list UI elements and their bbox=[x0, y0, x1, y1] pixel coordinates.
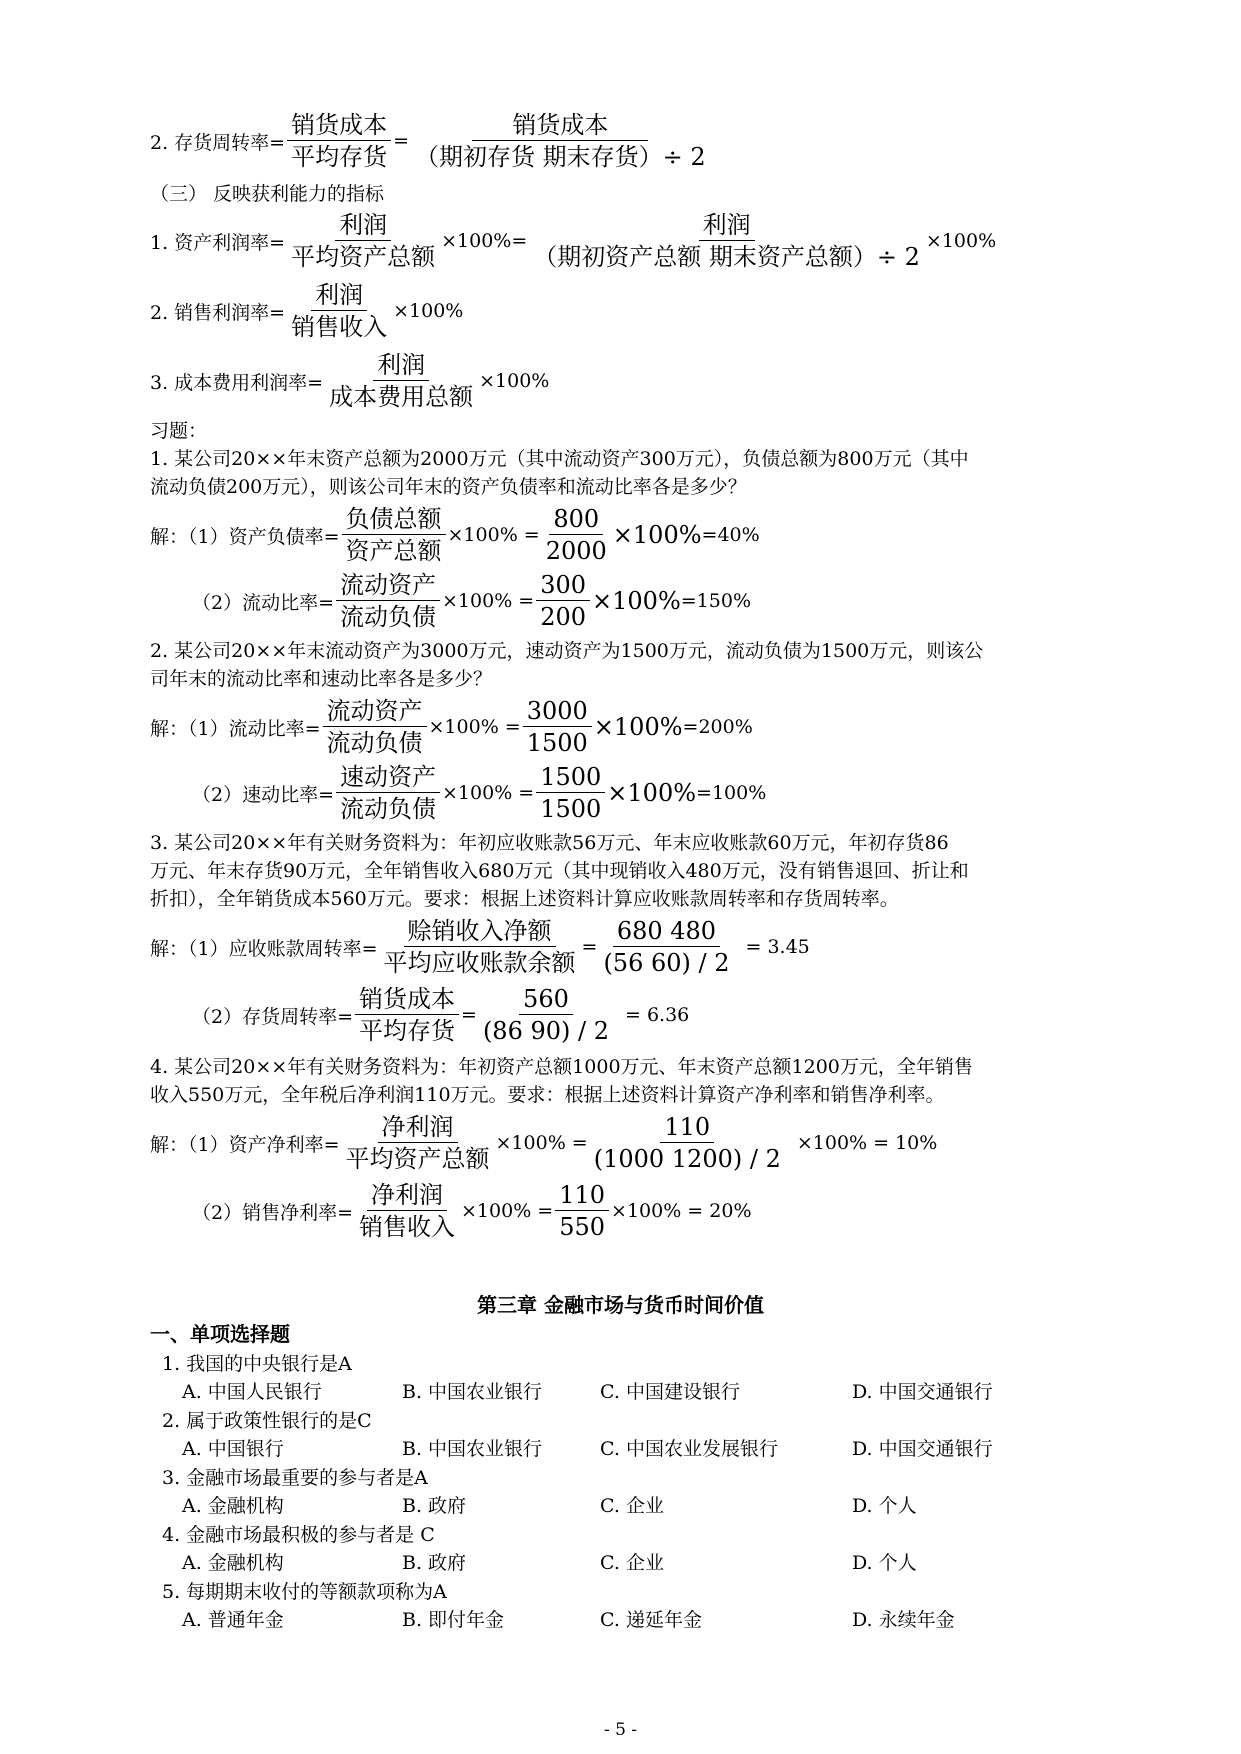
solution-step bbox=[192, 570, 751, 632]
option-c: C. 中国农业发展银行 bbox=[600, 1438, 778, 1460]
numerator: 利润 bbox=[335, 210, 391, 241]
multiplier: ×100% = bbox=[461, 1200, 554, 1222]
fraction bbox=[325, 350, 477, 412]
solution-step bbox=[150, 916, 810, 978]
question-text: 3. 金融市场最重要的参与者是A bbox=[162, 1467, 428, 1489]
solution-step bbox=[192, 984, 689, 1046]
fraction bbox=[542, 504, 611, 566]
exercise-text: 折扣），全年销货成本560万元。要求：根据上述资料计算应收账款周转率和存货周转率。 bbox=[150, 888, 899, 910]
solution-prefix: 解：（1）资产负债率= bbox=[150, 525, 340, 548]
numerator: 110 bbox=[660, 1112, 714, 1143]
option-b: B. 政府 bbox=[402, 1495, 467, 1517]
option-d: D. 永续年金 bbox=[852, 1609, 955, 1631]
option-b: B. 即付年金 bbox=[402, 1609, 505, 1631]
solution-prefix: 解：（1）资产净利率= bbox=[150, 1133, 340, 1156]
exercise-text: 万元、年末存货90万元，全年销售收入680万元（其中现销收入480万元，没有销售退回、折让和 bbox=[150, 860, 969, 882]
result: = 3.45 bbox=[745, 936, 810, 958]
option-b: B. 中国农业银行 bbox=[402, 1438, 543, 1460]
option-a: A. 中国银行 bbox=[182, 1438, 284, 1460]
option-b: B. 中国农业银行 bbox=[402, 1381, 543, 1403]
denominator: 平均应收账款余额 bbox=[383, 949, 576, 977]
denominator: 200 bbox=[540, 603, 587, 631]
question-text: 1. 我国的中央银行是A bbox=[162, 1353, 352, 1375]
option-a: A. 普通年金 bbox=[182, 1609, 284, 1631]
fraction bbox=[355, 984, 459, 1046]
equals-sign: = bbox=[581, 936, 598, 958]
denominator: 1500 bbox=[540, 795, 602, 823]
solution-prefix: （2）销售净利率= bbox=[192, 1201, 354, 1224]
denominator: 平均存货 bbox=[359, 1017, 456, 1045]
option-c: C. 中国建设银行 bbox=[600, 1381, 740, 1403]
formula-label: 2. 销售利润率= bbox=[150, 301, 286, 324]
fraction bbox=[529, 210, 924, 272]
numerator: 300 bbox=[536, 570, 590, 601]
formula-cost-profit-rate bbox=[150, 350, 549, 412]
option-a: A. 中国人民银行 bbox=[182, 1381, 322, 1403]
numerator: 净利润 bbox=[378, 1112, 458, 1143]
denominator: （期初资产总额 期末资产总额）÷ 2 bbox=[533, 243, 920, 271]
solution-step bbox=[150, 1112, 937, 1174]
numerator: 1500 bbox=[536, 762, 605, 793]
numerator: 负债总额 bbox=[342, 504, 446, 535]
solution-step bbox=[192, 762, 766, 824]
denominator: 流动负债 bbox=[340, 795, 437, 823]
equals-sign: = bbox=[393, 130, 410, 152]
denominator: 资产总额 bbox=[345, 537, 442, 565]
denominator: 550 bbox=[559, 1213, 606, 1241]
multiplier: ×100% = bbox=[495, 1132, 588, 1154]
numerator: 流动资产 bbox=[323, 696, 427, 727]
question-text: 2. 属于政策性银行的是C bbox=[162, 1410, 372, 1432]
result: ×100% = 20% bbox=[611, 1200, 752, 1222]
fraction bbox=[479, 984, 613, 1046]
denominator: (56 60) / 2 bbox=[603, 949, 730, 977]
denominator: (86 90) / 2 bbox=[482, 1017, 609, 1045]
numerator: 110 bbox=[555, 1180, 609, 1211]
exercise-text: 2. 某公司20××年末流动资产为3000万元，速动资产为1500万元，流动负债为1500万元，则该公 bbox=[150, 640, 984, 662]
fraction bbox=[599, 916, 733, 978]
formula-label: 1. 资产利润率= bbox=[150, 231, 286, 254]
numerator: 560 bbox=[519, 984, 573, 1015]
exercise-text: 4. 某公司20××年有关财务资料为：年初资产总额1000万元、年末资产总额1200万元，全年销售 bbox=[150, 1056, 973, 1078]
fraction bbox=[342, 504, 446, 566]
denominator: 平均资产总额 bbox=[291, 243, 436, 271]
multiplier: ×100% bbox=[593, 713, 683, 741]
numerator: 赊销收入净额 bbox=[404, 916, 556, 947]
denominator: 平均存货 bbox=[291, 143, 388, 171]
numerator: 800 bbox=[549, 504, 603, 535]
fraction bbox=[380, 916, 580, 978]
section-heading: （三） 反映获利能力的指标 bbox=[150, 183, 385, 205]
numerator: 流动资产 bbox=[336, 570, 440, 601]
denominator: 成本费用总额 bbox=[329, 383, 474, 411]
solution-prefix: （2）速动比率= bbox=[192, 783, 335, 806]
fraction bbox=[536, 570, 590, 632]
denominator: 销售收入 bbox=[291, 313, 388, 341]
denominator: (1000 1200) / 2 bbox=[593, 1145, 781, 1173]
denominator: 流动负债 bbox=[340, 603, 437, 631]
option-c: C. 递延年金 bbox=[600, 1609, 702, 1631]
fraction bbox=[590, 1112, 785, 1174]
multiplier: ×100% = bbox=[428, 716, 521, 738]
solution-prefix: 解：（1）应收账款周转率= bbox=[150, 937, 378, 960]
option-d: D. 中国交通银行 bbox=[852, 1438, 993, 1460]
question-text: 4. 金融市场最积极的参与者是 C bbox=[162, 1524, 435, 1546]
numerator: 速动资产 bbox=[336, 762, 440, 793]
question-text: 5. 每期期末收付的等额款项称为A bbox=[162, 1581, 447, 1603]
denominator: 销售收入 bbox=[359, 1213, 456, 1241]
numerator: 680 480 bbox=[613, 916, 720, 947]
numerator: 利润 bbox=[311, 280, 367, 311]
chapter-title: 第三章 金融市场与货币时间价值 bbox=[477, 1293, 764, 1317]
option-d: D. 中国交通银行 bbox=[852, 1381, 993, 1403]
denominator: 2000 bbox=[545, 537, 607, 565]
denominator: 流动负债 bbox=[326, 729, 423, 757]
formula-label: 3. 成本费用利润率= bbox=[150, 371, 324, 394]
option-a: A. 金融机构 bbox=[182, 1552, 284, 1574]
result: =100% bbox=[696, 782, 767, 804]
numerator: 利润 bbox=[699, 210, 755, 241]
result: =40% bbox=[701, 524, 760, 546]
numerator: 净利润 bbox=[367, 1180, 447, 1211]
formula-label: 2. 存货周转率= bbox=[150, 131, 286, 154]
fraction bbox=[287, 110, 391, 172]
fraction bbox=[523, 696, 592, 758]
option-a: A. 金融机构 bbox=[182, 1495, 284, 1517]
option-d: D. 个人 bbox=[852, 1552, 917, 1574]
numerator: 销货成本 bbox=[287, 110, 391, 141]
formula-asset-profit-rate bbox=[150, 210, 996, 272]
multiplier: ×100% bbox=[607, 779, 697, 807]
multiplier: ×100% bbox=[479, 370, 550, 392]
formula-sales-profit-rate bbox=[150, 280, 463, 342]
page-number: - 5 - bbox=[603, 1720, 638, 1740]
fraction bbox=[323, 696, 427, 758]
multiplier: ×100% = bbox=[442, 782, 535, 804]
exercise-text: 收入550万元，全年税后净利润110万元。要求：根据上述资料计算资产净利率和销售净利率。 bbox=[150, 1084, 945, 1106]
exercise-text: 3. 某公司20××年有关财务资料为：年初应收账款56万元、年末应收账款60万元，年初存货86 bbox=[150, 832, 949, 854]
multiplier: ×100% = bbox=[447, 524, 540, 546]
section-title: 一、单项选择题 bbox=[150, 1322, 290, 1346]
fraction bbox=[287, 280, 391, 342]
result: =200% bbox=[682, 716, 753, 738]
result: =150% bbox=[680, 590, 752, 612]
denominator: （期初存货 期末存货）÷ 2 bbox=[415, 143, 706, 171]
solution-prefix: （2）流动比率= bbox=[192, 591, 335, 614]
fraction bbox=[355, 1180, 459, 1242]
result: = 6.36 bbox=[624, 1004, 690, 1026]
denominator: 平均资产总额 bbox=[345, 1145, 490, 1173]
multiplier: ×100% bbox=[925, 230, 997, 252]
option-c: C. 企业 bbox=[600, 1552, 664, 1574]
option-c: C. 企业 bbox=[600, 1495, 664, 1517]
result: ×100% = 10% bbox=[796, 1132, 938, 1154]
solution-step bbox=[150, 504, 760, 566]
multiplier: ×100% = bbox=[442, 590, 535, 612]
multiplier: ×100% bbox=[393, 300, 464, 322]
multiplier: ×100%= bbox=[441, 230, 528, 252]
solution-prefix: （2）存货周转率= bbox=[192, 1005, 354, 1028]
fraction bbox=[287, 210, 439, 272]
fraction bbox=[342, 1112, 494, 1174]
solution-step bbox=[150, 696, 753, 758]
denominator: 1500 bbox=[526, 729, 588, 757]
exercise-text: 司年末的流动比率和速动比率各是多少？ bbox=[150, 668, 493, 690]
solution-step bbox=[192, 1180, 752, 1242]
exercise-text: 流动负债200万元），则该公司年末的资产负债率和流动比率各是多少？ bbox=[150, 476, 747, 498]
fraction bbox=[336, 762, 440, 824]
option-b: B. 政府 bbox=[402, 1552, 467, 1574]
numerator: 销货成本 bbox=[355, 984, 459, 1015]
fraction bbox=[411, 110, 710, 172]
solution-prefix: 解：（1）流动比率= bbox=[150, 717, 321, 740]
option-d: D. 个人 bbox=[852, 1495, 917, 1517]
equals-sign: = bbox=[461, 1004, 477, 1026]
exercises-label: 习题： bbox=[150, 420, 208, 442]
fraction bbox=[536, 762, 605, 824]
numerator: 销货成本 bbox=[472, 110, 648, 141]
numerator: 3000 bbox=[523, 696, 592, 727]
exercise-text: 1. 某公司20××年末资产总额为2000万元（其中流动资产300万元），负债总额为800万元（其中 bbox=[150, 448, 969, 470]
multiplier: ×100% bbox=[612, 521, 702, 549]
formula-inventory-turnover bbox=[150, 110, 712, 172]
multiplier: ×100% bbox=[592, 587, 681, 615]
fraction bbox=[555, 1180, 609, 1242]
numerator: 利润 bbox=[373, 350, 429, 381]
fraction bbox=[336, 570, 440, 632]
